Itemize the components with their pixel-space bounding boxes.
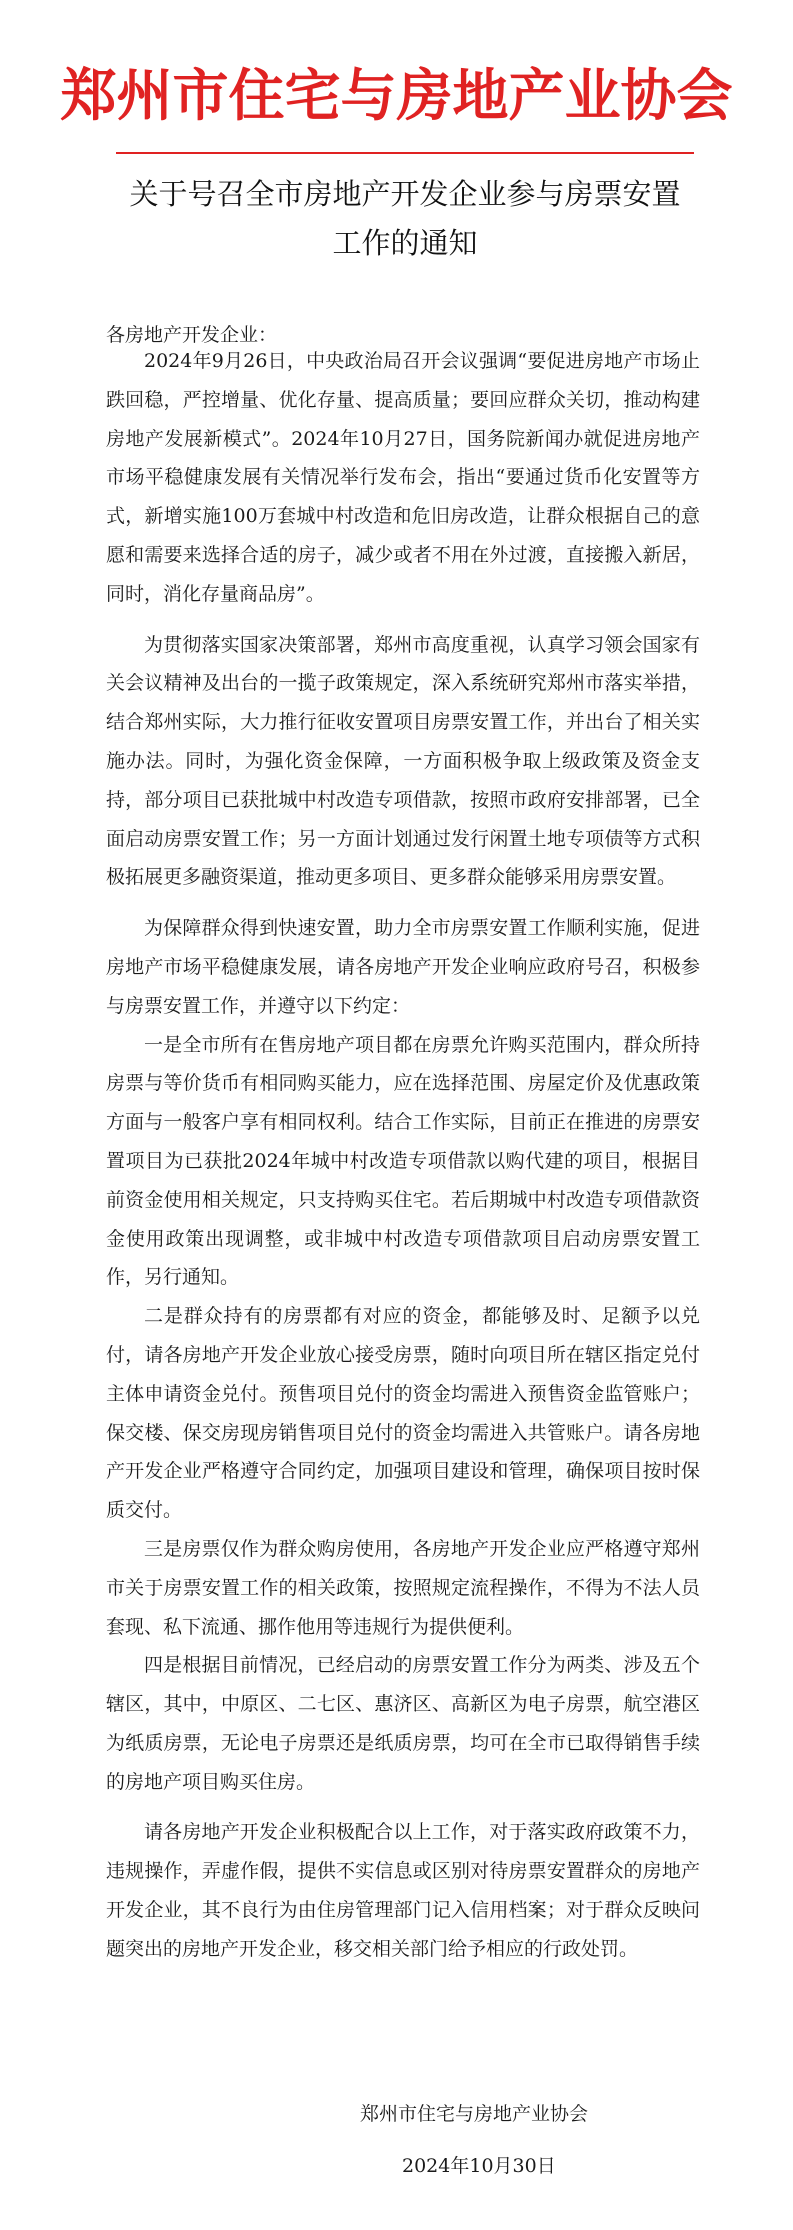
signature-organization: 郑州市住宅与房地产业协会 [360, 2103, 589, 2125]
letterhead-divider [116, 152, 694, 154]
salutation: 各房地产开发企业： [106, 324, 278, 346]
paragraph-rule-one: 一是全市所有在售房地产项目都在房票允许购买范围内，群众所持房票与等价货币有相同购买能力，应在选择范围、房屋定价及优惠政策方面与一般客户享有相同权利。结合工作实际，目前正在推进的房票安置项目为已获批2024年城中村改造专项借款以购代建的项目，根据目前资金使用相关规定，只支持购买住宅。若后期城中村改造专项借款资金使用政策出现调整，或非城中村改造专项借款项目启动房票安置工作，另行通知。 [106, 1033, 700, 1289]
notice-title-line-1: 关于号召全市房地产开发企业参与房票安置 [129, 177, 681, 211]
paragraph-intro: 2024年9月26日，中央政治局召开会议强调“要促进房地产市场止跌回稳，严控增量、优化存量、提高质量；要回应群众关切，推动构建房地产发展新模式”。2024年10月27日，国务院新闻办就促进房地产市场平稳健康发展有关情况举行发布会，指出“要通过货币化安置等方式，新增实施100万套城中村改造和危旧房改造，让群众根据自己的意愿和需要来选择合适的房子，减少或者不用在外过渡，直接搬入新居，同时，消化存量商品房”。 [106, 350, 700, 605]
notice-title-line-2: 工作的通知 [332, 226, 478, 260]
paragraph-closing: 请各房地产开发企业积极配合以上工作，对于落实政府政策不力，违规操作，弄虚作假，提供不实信息或区别对待房票安置群众的房地产开发企业，其不良行为由住房管理部门记入信用档案；对于群众反映问题突出的房地产开发企业，移交相关部门给予相应的行政处罚。 [106, 1821, 700, 1960]
notice-title [120, 170, 690, 268]
notice-body [106, 342, 700, 1969]
paragraph-rule-four: 四是根据目前情况，已经启动的房票安置工作分为两类、涉及五个辖区，其中，中原区、二七区、惠济区、高新区为电子房票，航空港区为纸质房票，无论电子房票还是纸质房票，均可在全市已取得销售手续的房地产项目购买住房。 [106, 1654, 700, 1793]
signature-date: 2024年10月30日 [402, 2155, 556, 2177]
org-letterhead: 郑州市住宅与房地产业协会 [60, 66, 733, 128]
paragraph-rule-three: 三是房票仅作为群众购房使用，各房地产开发企业应严格遵守郑州市关于房票安置工作的相关政策，按照规定流程操作，不得为不法人员套现、私下流通、挪作他用等违规行为提供便利。 [106, 1537, 700, 1638]
paragraph-call-to-action: 为保障群众得到快速安置，助力全市房票安置工作顺利实施，促进房地产市场平稳健康发展，请各房地产开发企业响应政府号召，积极参与房票安置工作，并遵守以下约定： [106, 917, 700, 1017]
paragraph-implementation: 为贯彻落实国家决策部署，郑州市高度重视，认真学习领会国家有关会议精神及出台的一揽子政策规定，深入系统研究郑州市落实举措，结合郑州实际，大力推行征收安置项目房票安置工作，并出台了相关实施办法。同时，为强化资金保障，一方面积极争取上级政策及资金支持，部分项目已获批城中村改造专项借款，按照市政府安排部署，已全面启动房票安置工作；另一方面计划通过发行闲置土地专项债等方式积极拓展更多融资渠道，推动更多项目、更多群众能够采用房票安置。 [106, 633, 700, 889]
paragraph-rule-two: 二是群众持有的房票都有对应的资金，都能够及时、足额予以兑付，请各房地产开发企业放心接受房票，随时向项目所在辖区指定兑付主体申请资金兑付。预售项目兑付的资金均需进入预售资金监管账户；保交楼、保交房现房销售项目兑付的资金均需进入共管账户。请各房地产开发企业严格遵守合同约定，加强项目建设和管理，确保项目按时保质交付。 [106, 1305, 700, 1522]
